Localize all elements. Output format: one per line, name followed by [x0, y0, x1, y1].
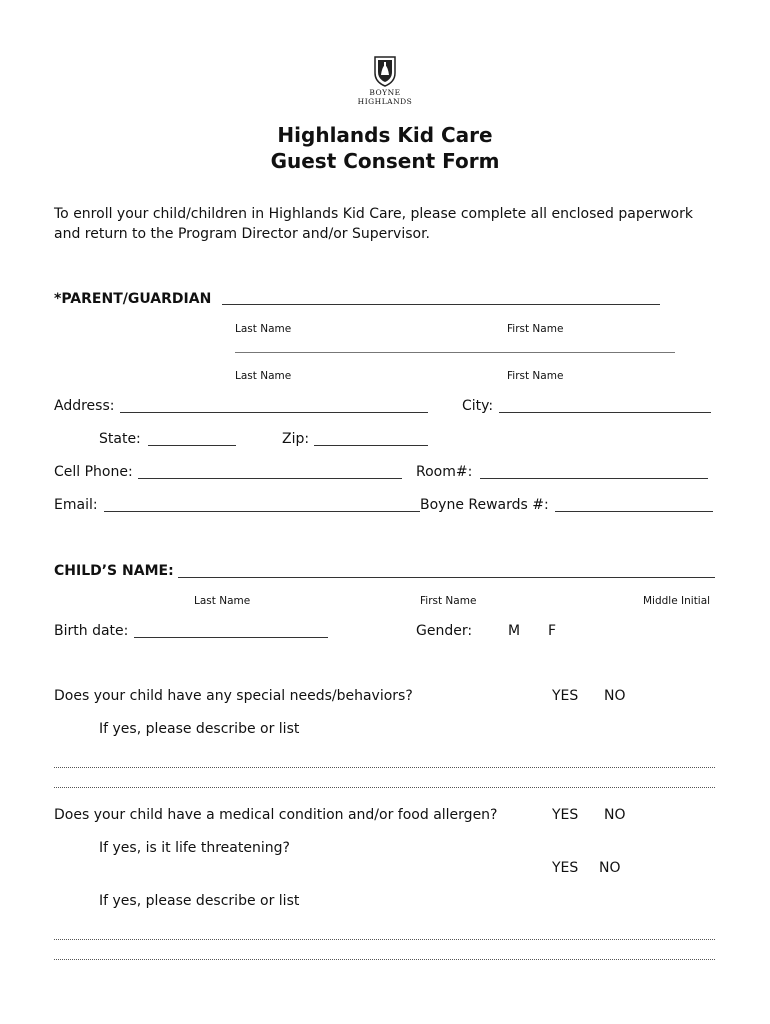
parent-last-name-caption-2: Last Name	[235, 370, 292, 382]
parent-name-field-2[interactable]	[235, 352, 675, 353]
cell-phone-field[interactable]	[138, 478, 402, 479]
parent-last-name-caption-1: Last Name	[235, 323, 292, 335]
gender-label: Gender:	[416, 623, 473, 639]
birth-date-field[interactable]	[134, 637, 328, 638]
medical-describe-prompt: If yes, please describe or list	[99, 893, 300, 909]
logo-line-2: HIGHLANDS	[357, 97, 413, 106]
boyne-highlands-crest-icon	[372, 55, 398, 87]
child-middle-initial-caption: Middle Initial	[643, 595, 711, 607]
logo-line-1: BOYNE	[369, 88, 401, 97]
child-name-field[interactable]	[178, 577, 715, 578]
child-last-name-caption: Last Name	[194, 595, 251, 607]
state-label: State:	[99, 431, 141, 447]
cell-phone-label: Cell Phone:	[54, 464, 133, 480]
special-needs-describe-line-1[interactable]	[54, 767, 715, 768]
zip-field[interactable]	[314, 445, 428, 446]
parent-guardian-label: *PARENT/GUARDIAN	[54, 291, 212, 307]
life-threatening-no-option[interactable]: NO	[599, 860, 621, 876]
parent-name-field-1[interactable]	[222, 304, 660, 305]
gender-option-m[interactable]: M	[508, 623, 521, 639]
city-field[interactable]	[499, 412, 711, 413]
medical-no-option[interactable]: NO	[604, 807, 626, 823]
gender-option-f[interactable]: F	[548, 623, 557, 639]
form-subtitle: Guest Consent Form	[270, 149, 500, 173]
child-first-name-caption: First Name	[420, 595, 477, 607]
special-needs-yes-option[interactable]: YES	[552, 688, 579, 704]
address-field[interactable]	[120, 412, 428, 413]
medical-condition-question: Does your child have a medical condition and/or food allergen?	[54, 807, 498, 823]
life-threatening-question: If yes, is it life threatening?	[99, 840, 290, 856]
special-needs-describe-prompt: If yes, please describe or list	[99, 721, 300, 737]
life-threatening-yes-option[interactable]: YES	[552, 860, 579, 876]
intro-line-2: and return to the Program Director and/or Supervisor.	[54, 226, 430, 242]
logo-text	[345, 88, 425, 106]
special-needs-question: Does your child have any special needs/behaviors?	[54, 688, 413, 704]
birth-date-label: Birth date:	[54, 623, 129, 639]
parent-first-name-caption-2: First Name	[507, 370, 564, 382]
room-label: Room#:	[416, 464, 473, 480]
address-label: Address:	[54, 398, 115, 414]
room-field[interactable]	[480, 478, 708, 479]
zip-label: Zip:	[282, 431, 310, 447]
medical-yes-option[interactable]: YES	[552, 807, 579, 823]
email-label: Email:	[54, 497, 98, 513]
boyne-rewards-field[interactable]	[555, 511, 713, 512]
special-needs-no-option[interactable]: NO	[604, 688, 626, 704]
medical-describe-line-1[interactable]	[54, 939, 715, 940]
city-label: City:	[462, 398, 494, 414]
parent-first-name-caption-1: First Name	[507, 323, 564, 335]
medical-describe-line-2[interactable]	[54, 959, 715, 960]
email-field[interactable]	[104, 511, 420, 512]
state-field[interactable]	[148, 445, 236, 446]
child-name-label: CHILD’S NAME:	[54, 563, 174, 579]
intro-line-1: To enroll your child/children in Highlands Kid Care, please complete all enclosed paperwork	[54, 206, 693, 222]
special-needs-describe-line-2[interactable]	[54, 787, 715, 788]
form-title: Highlands Kid Care	[277, 123, 493, 147]
boyne-rewards-label: Boyne Rewards #:	[420, 497, 549, 513]
